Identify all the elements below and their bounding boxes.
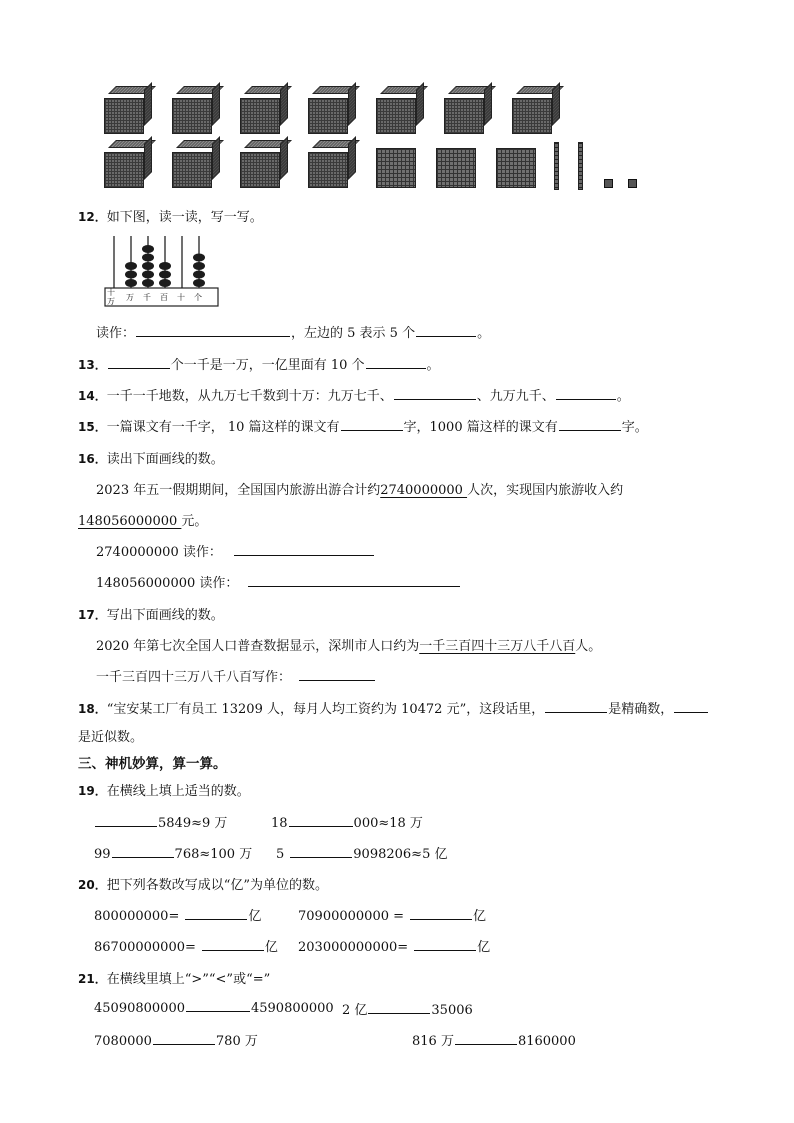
estimate-b-suffix: 000≈18 万 xyxy=(353,816,423,831)
abacus-bead xyxy=(159,262,171,270)
answer-blank[interactable] xyxy=(108,356,170,369)
q20-row1b xyxy=(298,905,486,924)
ten-rod xyxy=(578,142,583,190)
thousand-cube xyxy=(308,140,356,188)
compare-b-left: 2 亿 xyxy=(342,1003,368,1018)
question-19 xyxy=(78,780,250,799)
compare-a-right: 4590800000 xyxy=(250,1001,334,1016)
write-label: 一千三百四十三万八千八百写作： xyxy=(96,670,292,685)
question-17 xyxy=(78,604,224,623)
answer-blank[interactable] xyxy=(186,999,250,1012)
answer-blank[interactable] xyxy=(185,907,247,920)
question-text: 一篇课文有一千字， 10 篇这样的课文有 xyxy=(106,420,340,435)
answer-blank[interactable] xyxy=(674,700,708,713)
question-21 xyxy=(78,968,270,987)
q19-row1b xyxy=(271,812,423,831)
estimate-a: 5849≈9 万 xyxy=(158,816,228,831)
q12-text-b: ，左边的 5 表示 5 个 xyxy=(291,326,416,341)
answer-blank-read[interactable] xyxy=(136,324,290,337)
compare-b-right: 35006 xyxy=(431,1003,473,1018)
answer-blank[interactable] xyxy=(455,1032,517,1045)
estimate-b-prefix: 18 xyxy=(271,816,288,831)
question-number: 13． xyxy=(78,358,107,372)
answer-blank[interactable] xyxy=(394,387,476,400)
answer-blank[interactable] xyxy=(290,845,352,858)
abacus-label-hundred-thousand-1: 十万 xyxy=(107,288,115,306)
paragraph-text: 2023 年五一假期期间，全国国内旅游出游合计约 xyxy=(96,483,381,498)
answer-blank[interactable] xyxy=(366,356,426,369)
question-text-c: 是近似数。 xyxy=(78,730,144,745)
estimate-d-suffix: 9098206≈5 亿 xyxy=(353,847,448,862)
answer-blank[interactable] xyxy=(202,938,264,951)
answer-blank[interactable] xyxy=(341,418,403,431)
abacus-bead xyxy=(159,279,171,287)
answer-blank[interactable] xyxy=(545,700,607,713)
thousand-cube xyxy=(512,86,560,134)
abacus-bead xyxy=(159,271,171,279)
abacus-label-one: 个 xyxy=(194,293,202,302)
period: 。 xyxy=(426,358,440,373)
thousand-cube xyxy=(240,140,288,188)
question-text: 一千一千地数，从九万七千数到十万：九万七千、 xyxy=(106,389,393,404)
answer-blank[interactable] xyxy=(248,574,460,587)
abacus-bead xyxy=(125,271,137,279)
question-text-b: 字，1000 篇这样的课文有 xyxy=(403,420,558,435)
estimate-c-prefix: 99 xyxy=(94,847,111,862)
underlined-number-2: 148056000000 xyxy=(78,514,182,529)
q12-answer-line xyxy=(96,322,490,341)
underlined-number: 一千三百四十三万八千八百 xyxy=(419,639,576,654)
q21-row2a xyxy=(94,1030,258,1049)
thousand-cube xyxy=(308,86,356,134)
abacus-bead xyxy=(142,254,154,262)
abacus-bead xyxy=(193,254,205,262)
unit-yi: 亿 xyxy=(473,909,487,924)
abacus-bead xyxy=(193,279,205,287)
convert-c: 86700000000= xyxy=(94,940,196,955)
question-number: 18． xyxy=(78,702,107,716)
question-18 xyxy=(78,698,709,717)
question-text: 读出下面画线的数。 xyxy=(106,452,224,467)
question-text: 如下图，读一读，写一写。 xyxy=(106,210,263,225)
answer-blank[interactable] xyxy=(289,814,353,827)
estimate-d-prefix: 5 xyxy=(276,847,285,862)
question-text: “宝安某工厂有员工 13209 人，每月人均工资约为 10472 元”，这段话里， xyxy=(106,702,545,717)
question-text-c: 字。 xyxy=(621,420,648,435)
abacus-label-ten: 十 xyxy=(177,293,185,302)
question-text-b: 是精确数， xyxy=(608,702,674,717)
q21-row1a xyxy=(94,999,334,1016)
question-15 xyxy=(78,416,648,435)
abacus-label-thousand: 千 xyxy=(143,293,151,302)
question-14 xyxy=(78,385,630,404)
thousand-cube xyxy=(104,86,152,134)
hundred-flat xyxy=(496,148,536,188)
abacus-bead xyxy=(193,271,205,279)
thousand-cube xyxy=(444,86,492,134)
answer-blank[interactable] xyxy=(368,1001,430,1014)
q20-row2b xyxy=(298,936,490,955)
q20-row2a xyxy=(94,936,278,955)
compare-d-right: 8160000 xyxy=(517,1034,576,1049)
convert-d: 203000000000= xyxy=(298,940,409,955)
abacus-label-hundred: 百 xyxy=(160,293,168,302)
read-label-1: 2740000000 读作： xyxy=(96,545,222,560)
abacus-bead xyxy=(142,279,154,287)
section-heading: 三、神机妙算，算一算。 xyxy=(78,756,227,772)
answer-blank[interactable] xyxy=(153,1032,215,1045)
unit-yi: 亿 xyxy=(477,940,491,955)
question-number: 20． xyxy=(78,878,107,892)
unit-cube xyxy=(604,179,613,188)
underlined-number-1: 2740000000 xyxy=(380,483,468,498)
paragraph-text: 2020 年第七次全国人口普查数据显示，深圳市人口约为 xyxy=(96,639,420,654)
compare-a-left: 45090800000 xyxy=(94,1001,185,1016)
thousand-cube xyxy=(240,86,288,134)
answer-blank[interactable] xyxy=(234,543,374,556)
question-number: 21． xyxy=(78,972,107,986)
paragraph-text-b: 人次，实现国内旅游收入约 xyxy=(467,483,624,498)
answer-blank[interactable] xyxy=(410,907,472,920)
answer-blank-unit[interactable] xyxy=(416,324,476,337)
question-text: 把下列各数改写成以“亿”为单位的数。 xyxy=(106,878,328,893)
question-text: 写出下面画线的数。 xyxy=(106,608,224,623)
q21-row2b xyxy=(412,1030,576,1049)
answer-blank[interactable] xyxy=(559,418,621,431)
question-16 xyxy=(78,448,224,467)
thousand-cube xyxy=(172,86,220,134)
read-label: 读作： xyxy=(96,326,136,341)
period: 。 xyxy=(616,389,630,404)
question-number: 14． xyxy=(78,389,107,403)
abacus-bead xyxy=(125,262,137,270)
question-text: 个一千是一万，一亿里面有 10 个 xyxy=(170,358,365,373)
question-number: 12． xyxy=(78,210,107,224)
question-number: 16． xyxy=(78,452,107,466)
unit-cube xyxy=(628,179,637,188)
answer-blank[interactable] xyxy=(112,845,174,858)
abacus-bead xyxy=(142,245,154,253)
question-text-b: 、九万九千、 xyxy=(476,389,555,404)
q17-paragraph xyxy=(96,635,601,654)
estimate-c-suffix: 768≈100 万 xyxy=(174,847,253,862)
convert-b: 70900000000 = xyxy=(298,909,405,924)
question-20 xyxy=(78,874,328,893)
base-ten-blocks-figure xyxy=(100,86,660,192)
unit-yi: 亿 xyxy=(264,940,278,955)
abacus-bead xyxy=(142,262,154,270)
hundred-flat xyxy=(436,148,476,188)
q16-read1 xyxy=(96,541,375,560)
answer-blank[interactable] xyxy=(95,814,157,827)
abacus-label-ten-thousand: 万 xyxy=(126,293,134,302)
abacus-bead xyxy=(193,262,205,270)
q19-row1 xyxy=(94,812,227,831)
abacus-figure xyxy=(104,232,220,310)
answer-blank[interactable] xyxy=(414,938,476,951)
thousand-cube xyxy=(104,140,152,188)
question-13 xyxy=(78,354,440,373)
q19-row2b xyxy=(276,843,447,862)
q20-row1a xyxy=(94,905,261,924)
q18-continued xyxy=(78,726,143,745)
read-label-2: 148056000000 读作： xyxy=(96,576,239,591)
thousand-cube xyxy=(172,140,220,188)
q21-row1b xyxy=(342,999,473,1018)
question-text: 在横线上填上适当的数。 xyxy=(106,784,250,799)
q17-write xyxy=(96,666,376,685)
compare-c-left: 7080000 xyxy=(94,1034,152,1049)
thousand-cube xyxy=(376,86,424,134)
abacus-bead xyxy=(125,279,137,287)
paragraph-text-c: 元。 xyxy=(181,514,208,529)
hundred-flat xyxy=(376,148,416,188)
paragraph-text-b: 人。 xyxy=(575,639,602,654)
ten-rod xyxy=(554,142,559,190)
q19-row2 xyxy=(94,843,252,862)
answer-blank[interactable] xyxy=(556,387,616,400)
abacus-bead xyxy=(142,271,154,279)
question-number: 17． xyxy=(78,608,107,622)
period: 。 xyxy=(477,326,491,341)
q16-paragraph-line1 xyxy=(96,479,623,498)
convert-a: 800000000= xyxy=(94,909,180,924)
question-number: 15． xyxy=(78,420,107,434)
compare-c-right: 780 万 xyxy=(215,1034,258,1049)
question-12 xyxy=(78,206,263,225)
question-text: 在横线里填上“>”“<”或“=” xyxy=(106,972,271,987)
answer-blank[interactable] xyxy=(299,668,375,681)
q16-read2 xyxy=(96,572,461,591)
q16-paragraph-line2 xyxy=(78,510,207,529)
unit-yi: 亿 xyxy=(248,909,262,924)
compare-d-left: 816 万 xyxy=(412,1034,454,1049)
question-number: 19． xyxy=(78,784,107,798)
